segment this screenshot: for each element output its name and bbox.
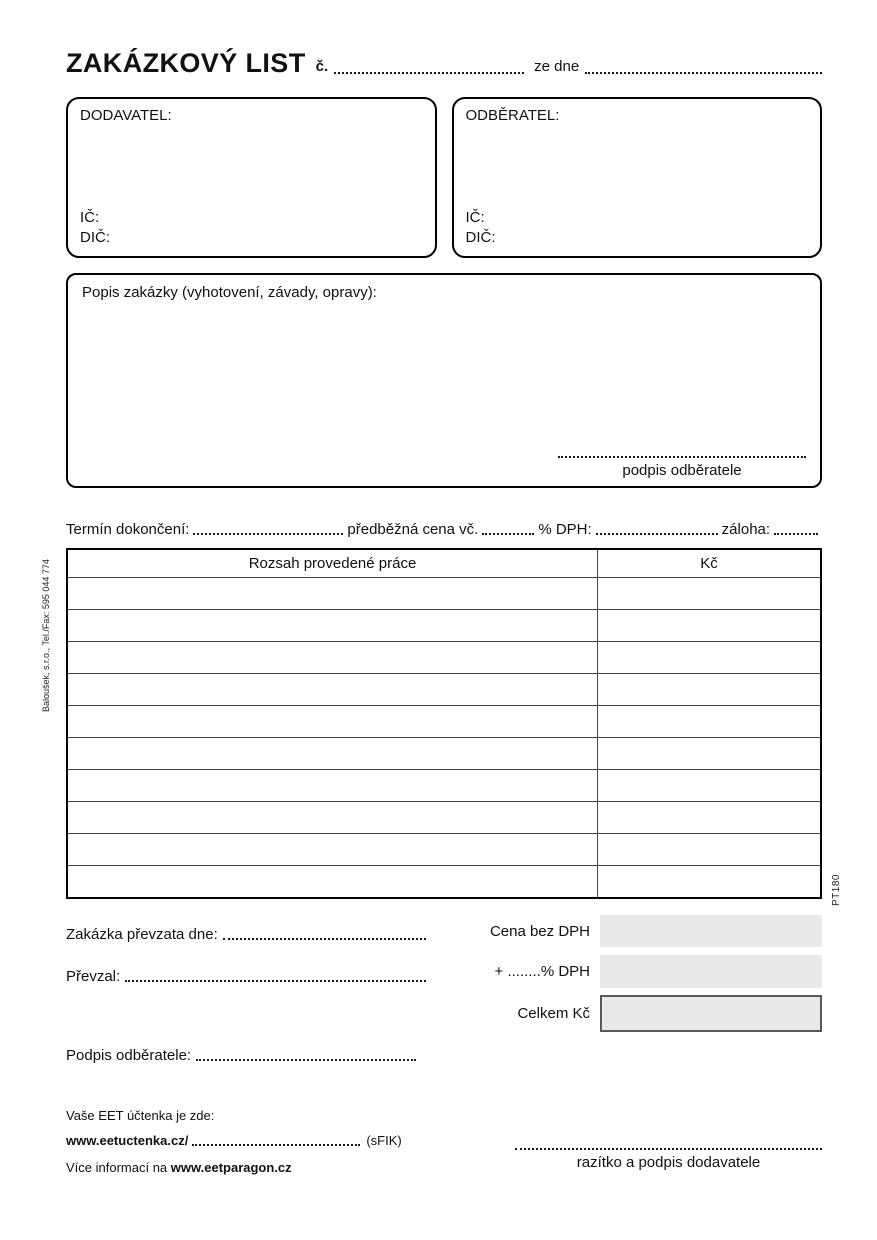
customer-box: [452, 97, 823, 258]
total-price-box: [600, 995, 822, 1032]
customer-signature-row: [66, 1047, 416, 1064]
table-row: [67, 642, 821, 674]
work-scope-cell: [67, 866, 598, 899]
table-row: [67, 706, 821, 738]
net-price-box: [600, 915, 822, 947]
work-scope-cell: [67, 642, 598, 674]
table-row: [67, 578, 821, 610]
work-scope-cell: [67, 834, 598, 866]
work-table-body: [67, 578, 821, 899]
eet-more-info-row: [66, 1160, 292, 1175]
net-price-row: [66, 915, 822, 947]
table-row: [67, 802, 821, 834]
sfik-dotted-line: [192, 1144, 360, 1146]
amount-cell: [598, 610, 822, 642]
amount-cell: [598, 834, 822, 866]
vat-amount-label: + ........% DPH: [494, 963, 590, 980]
supplier-signature-caption: razítko a podpis dodavatele: [576, 1154, 761, 1171]
deposit-label: záloha:: [721, 521, 771, 538]
handover-date-label: Zakázka převzata dne:: [66, 926, 218, 943]
work-scope-cell: [67, 706, 598, 738]
order-description-box: [66, 273, 822, 488]
work-scope-cell: [67, 802, 598, 834]
work-table: [66, 548, 822, 899]
supplier-signature-dotted-line: [515, 1148, 822, 1150]
form-code-vertical-text: PT180: [831, 874, 842, 906]
supplier-label: DODAVATEL:: [80, 107, 172, 124]
eet-receipt-url: www.eetuctenka.cz/: [66, 1133, 189, 1148]
work-scope-header: Rozsah provedené práce: [67, 549, 598, 578]
order-number-label: č.: [315, 58, 329, 75]
deadline-label: Termín dokončení:: [66, 521, 190, 538]
order-number-dotted-line: [334, 72, 524, 74]
total-price-label: Celkem Kč: [517, 1005, 590, 1022]
table-row: [67, 674, 821, 706]
total-price-row: [66, 995, 822, 1032]
sfik-label: (sFIK): [366, 1133, 402, 1148]
customer-dic-label: DIČ:: [465, 228, 496, 246]
net-price-label: Cena bez DPH: [489, 922, 590, 940]
customer-signature-dotted-line: [196, 1059, 416, 1061]
amount-cell: [598, 578, 822, 610]
deadline-dotted-line: [193, 533, 343, 535]
amount-cell: [598, 706, 822, 738]
deposit-dotted-line: [774, 533, 818, 535]
signature-caption: podpis odběratele: [622, 462, 742, 479]
preliminary-price-label: předběžná cena vč.: [347, 521, 479, 538]
work-scope-cell: [67, 578, 598, 610]
date-label: ze dne: [534, 58, 580, 75]
eet-receipt-label: Vaše EET účtenka je zde:: [66, 1108, 215, 1123]
form-title-row: [66, 50, 822, 77]
form-title: ZAKÁZKOVÝ LIST: [66, 48, 306, 78]
customer-signature-block: [558, 456, 806, 479]
work-scope-cell: [67, 674, 598, 706]
customer-ic-label: IČ:: [465, 208, 485, 226]
customer-label: ODBĚRATEL:: [465, 107, 560, 124]
printer-info-vertical-text: Baloušek, s.r.o., Tel./Fax: 595 044 774: [41, 559, 51, 712]
work-scope-cell: [67, 610, 598, 642]
vat-amount-row: [66, 955, 822, 988]
vat-rate-dotted-line: [482, 533, 534, 535]
supplier-signature-block: [515, 1148, 822, 1171]
amount-cell: [598, 770, 822, 802]
vat-label: % DPH:: [538, 521, 592, 538]
table-row: [67, 770, 821, 802]
amount-header: Kč: [598, 549, 822, 578]
vat-amount-box: [600, 955, 822, 988]
received-by-label: Převzal:: [66, 968, 121, 985]
table-row: [67, 738, 821, 770]
amount-cell: [598, 866, 822, 899]
customer-signature-label: Podpis odběratele:: [66, 1047, 192, 1064]
amount-cell: [598, 802, 822, 834]
amount-cell: [598, 674, 822, 706]
order-description-label: Popis zakázky (vyhotovení, závady, opravy):: [82, 284, 377, 301]
date-dotted-line: [585, 72, 822, 74]
table-row: [67, 834, 821, 866]
supplier-dic-label: DIČ:: [80, 228, 110, 246]
amount-cell: [598, 642, 822, 674]
table-row: [67, 866, 821, 899]
party-boxes-row: [66, 97, 822, 258]
eet-more-info-prefix: Více informací na: [66, 1160, 168, 1175]
supplier-box: [66, 97, 437, 258]
supplier-ic-label: IČ:: [80, 208, 100, 226]
vat-dotted-line: [596, 533, 718, 535]
table-row: [67, 610, 821, 642]
work-scope-cell: [67, 770, 598, 802]
eet-url-row: [66, 1133, 466, 1148]
table-header-row: [67, 549, 821, 578]
eet-info-url: www.eetparagon.cz: [170, 1160, 292, 1175]
signature-dotted-line: [558, 456, 806, 458]
work-scope-cell: [67, 738, 598, 770]
amount-cell: [598, 738, 822, 770]
terms-row: [66, 521, 822, 538]
